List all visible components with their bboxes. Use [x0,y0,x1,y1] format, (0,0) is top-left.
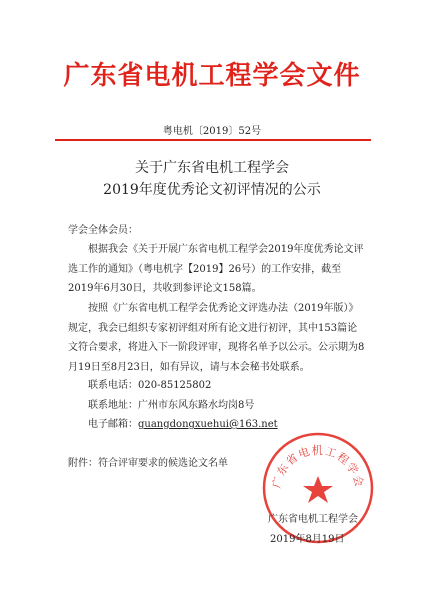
title-line-2: 2019年度优秀论文初评情况的公示 [103,182,321,198]
contact-phone [88,376,211,396]
contact-address [88,396,254,416]
signature-organization: 广东省电机工程学会 [268,514,358,525]
salutation: 学会全体会员： [68,225,138,236]
address-value: 广州市东风东路水均岗8号 [138,400,255,411]
paragraph-2: 按照《广东省电机工程学会优秀论文评选办法（2019年版）》规定，我会已组织专家初评组对所有论文进行初评，其中153篇论文符合要求，将进入下一阶段评审，现将名单予以公示。公示期为8月19日至8月23日，如有异议，请与本会秘书处联系。 [68,303,365,373]
document-header-title: 广东省电机工程学会文件 [63,61,361,91]
attachment-note: 附件：符合评审要求的候选论文名单 [68,458,228,469]
document-number: 粤电机〔2019〕52号 [162,126,262,137]
address-label: 联系地址： [88,400,138,411]
contact-email [88,415,278,435]
email-label: 电子邮箱： [88,419,138,430]
red-divider-line [55,139,371,141]
signature-date: 2019年8月19日 [270,534,345,545]
document-title [0,157,424,201]
seal-text: 广东省电机工程学会 [269,444,367,490]
phone-label: 联系电话： [88,380,138,391]
email-link[interactable]: guangdongxuehui@163.net [138,419,278,430]
paragraph-1: 根据我会《关于开展广东省电机工程学会2019年度优秀论文评选工作的通知》（粤电机字【2019】26号）的工作安排，截至2019年6月30日，共收到参评论文158篇。 [68,244,364,294]
phone-value: 020-85125802 [138,380,212,391]
title-line-1: 关于广东省电机工程学会 [135,160,289,176]
